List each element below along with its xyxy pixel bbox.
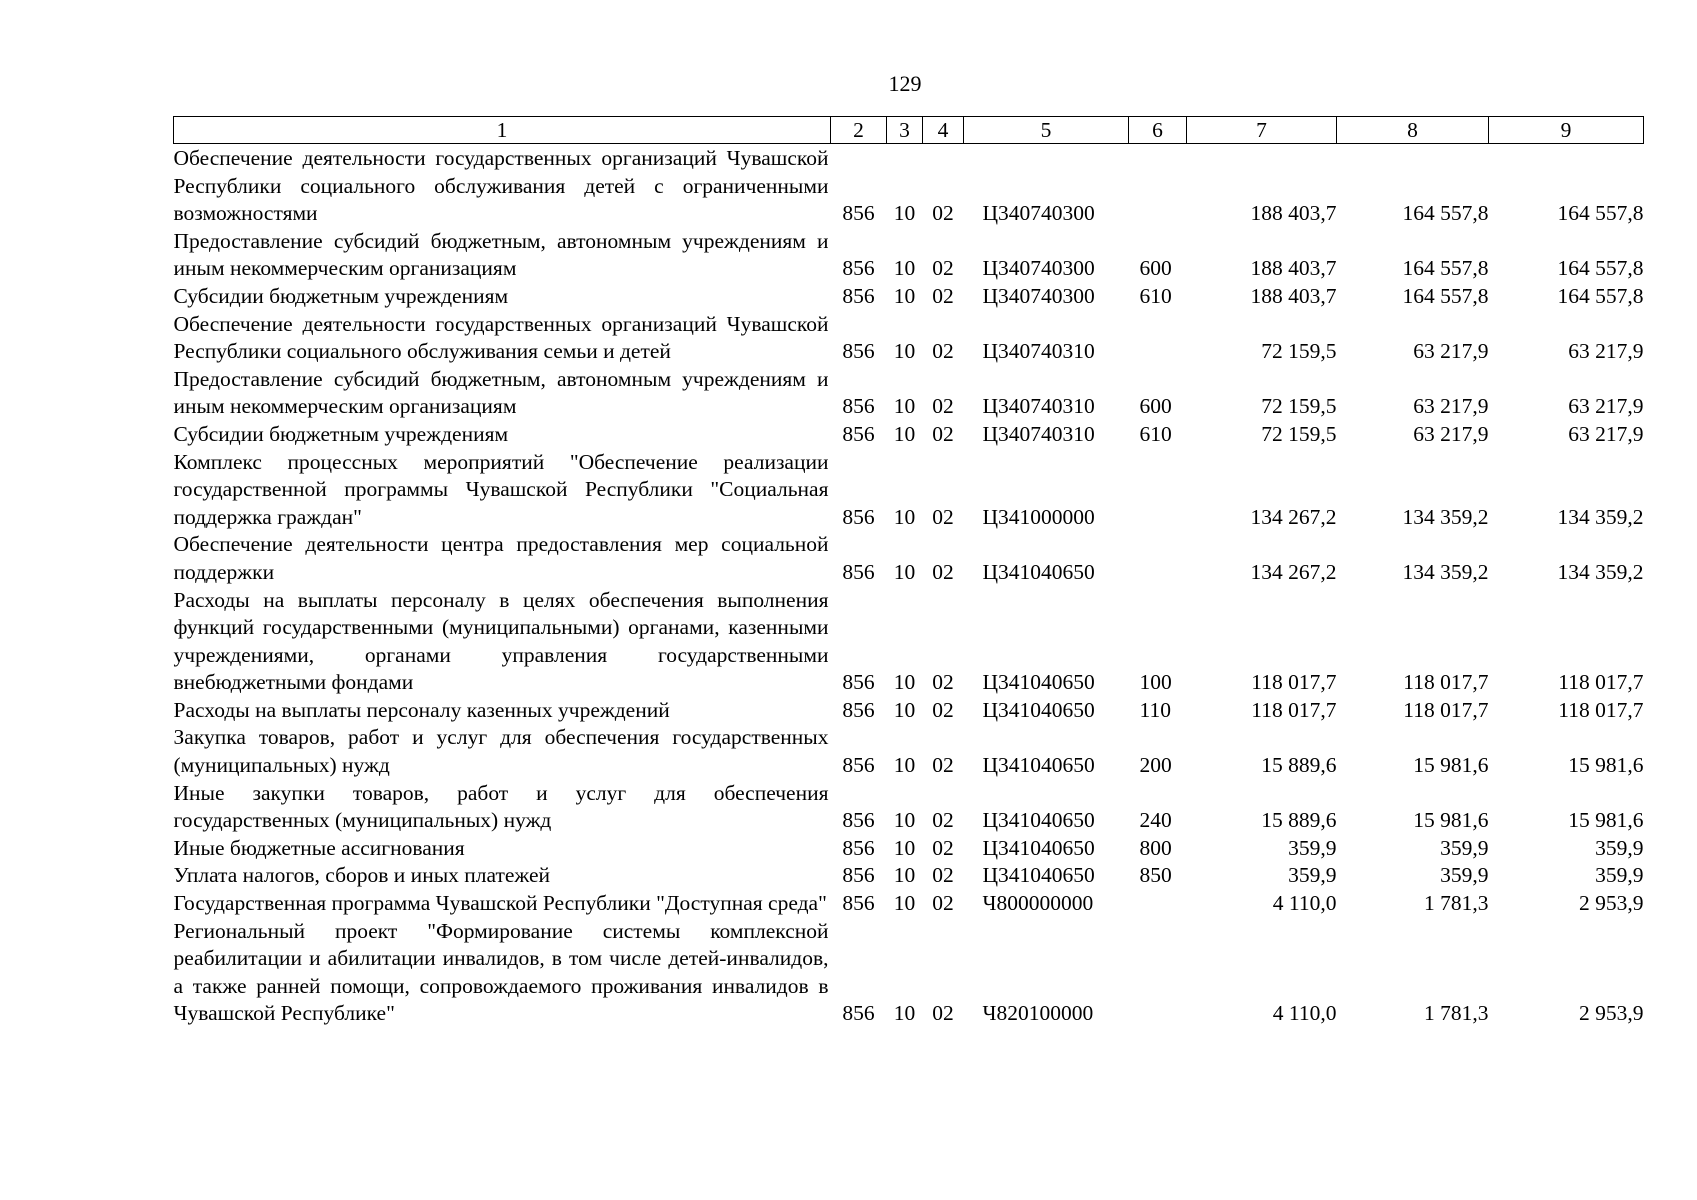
amount-col-7: 359,9 [1288,835,1337,860]
amount-col-7: 188 403,7 [1250,201,1337,226]
amount-col-8: 134 359,2 [1402,559,1489,584]
amount-col-7: 72 159,5 [1261,339,1337,364]
section-code: 10 [893,559,916,584]
item-name: Предоставление субсидий бюджетным, автономным учреждениям и иным некоммерческим организациям [173,228,829,281]
section-code: 10 [893,863,916,888]
amount-col-7: 118 017,7 [1251,670,1337,695]
amount-col-9: 2 953,9 [1579,1001,1644,1026]
subsection-code: 02 [932,753,954,778]
section-code: 10 [893,421,916,446]
amount-col-7: 188 403,7 [1250,283,1337,308]
amount-col-8: 164 557,8 [1402,256,1489,281]
table-row [174,697,1644,725]
subsection-code: 02 [932,339,954,364]
header-cell: 1 [174,117,831,144]
section-code: 10 [893,808,916,833]
target-article-code: Ц340740310 [982,394,1095,419]
table-row [174,283,1644,311]
expense-type-code [1129,144,1187,228]
expense-type-code [1129,449,1187,532]
table-row [174,890,1644,918]
amount-col-8: 15 981,6 [1413,808,1489,833]
subsection-code: 02 [932,201,954,226]
target-article-code: Ц340740300 [982,256,1095,281]
ministry-code: 856 [842,559,875,584]
subsection-code: 02 [932,863,954,888]
amount-col-9: 359,9 [1595,835,1644,860]
ministry-code: 856 [842,753,875,778]
table-row [174,449,1644,532]
expense-type-code: 800 [1139,835,1172,860]
header-cell: 7 [1187,117,1337,144]
ministry-code: 856 [842,421,875,446]
expense-type-code: 100 [1139,670,1172,695]
amount-col-8: 1 781,3 [1424,1001,1489,1026]
ministry-code: 856 [842,339,875,364]
amount-col-8: 164 557,8 [1402,283,1489,308]
amount-col-8: 63 217,9 [1413,421,1489,446]
amount-col-7: 15 889,6 [1261,753,1337,778]
amount-col-9: 164 557,8 [1557,201,1644,226]
table-row [174,531,1644,586]
amount-col-8: 1 781,3 [1424,891,1489,916]
header-cell: 9 [1489,117,1644,144]
section-code: 10 [893,283,916,308]
amount-col-7: 188 403,7 [1250,256,1337,281]
amount-col-9: 63 217,9 [1568,394,1644,419]
item-name: Государственная программа Чувашской Республики "Доступная среда" [173,891,827,916]
table-row [174,421,1644,449]
subsection-code: 02 [932,559,954,584]
item-name: Субсидии бюджетным учреждениям [173,283,509,308]
section-code: 10 [893,256,916,281]
table-row [174,835,1644,863]
ministry-code: 856 [842,670,875,695]
amount-col-9: 359,9 [1595,863,1644,888]
item-name: Комплекс процессных мероприятий "Обеспечение реализации государственной программы Чувашской Республики "Социальная поддержка граждан" [173,449,829,529]
amount-col-8: 15 981,6 [1413,753,1489,778]
section-code: 10 [893,670,916,695]
table-body [174,144,1644,1029]
item-name: Иные закупки товаров, работ и услуг для обеспечения государственных (муниципальных) нужд [173,780,829,833]
item-name: Расходы на выплаты персоналу казенных учреждений [173,697,670,722]
amount-col-9: 15 981,6 [1568,753,1644,778]
target-article-code: Ц340740300 [982,283,1095,308]
item-name: Региональный проект "Формирование системы комплексной реабилитации и абилитации инвалидов, в том числе детей-инвалидов, а также ранней помощи, сопровождаемого проживания инвалидов в Чувашской Республике" [173,918,829,1026]
section-code: 10 [893,394,916,419]
ministry-code: 856 [842,201,875,226]
ministry-code: 856 [842,697,875,722]
header-cell: 2 [831,117,887,144]
amount-col-9: 164 557,8 [1557,283,1644,308]
header-cell: 5 [964,117,1129,144]
table-row [174,228,1644,283]
table-row [174,724,1644,779]
item-name: Предоставление субсидий бюджетным, автономным учреждениям и иным некоммерческим организациям [173,366,829,419]
ministry-code: 856 [842,1001,875,1026]
amount-col-8: 118 017,7 [1403,670,1489,695]
expense-type-code: 610 [1139,283,1172,308]
expense-type-code [1129,311,1187,366]
budget-table [173,116,1644,1028]
ministry-code: 856 [842,891,875,916]
section-code: 10 [893,1001,916,1026]
subsection-code: 02 [932,421,954,446]
amount-col-8: 359,9 [1440,863,1489,888]
item-name: Закупка товаров, работ и услуг для обеспечения государственных (муниципальных) нужд [173,725,829,778]
subsection-code: 02 [932,697,954,722]
expense-type-code [1129,890,1187,918]
amount-col-8: 164 557,8 [1402,201,1489,226]
section-code: 10 [893,753,916,778]
amount-col-9: 2 953,9 [1579,891,1644,916]
target-article-code: Ч820100000 [982,1001,1094,1026]
section-code: 10 [893,891,916,916]
amount-col-7: 4 110,0 [1272,1001,1337,1026]
target-article-code: Ц341040650 [982,835,1095,860]
target-article-code: Ц340740300 [982,201,1095,226]
item-name: Обеспечение деятельности государственных организаций Чувашской Республики социального обслуживания детей с ограниченными возможностями [173,146,829,226]
subsection-code: 02 [932,670,954,695]
ministry-code: 856 [842,863,875,888]
subsection-code: 02 [932,283,954,308]
target-article-code: Ц341040650 [982,559,1095,584]
amount-col-8: 134 359,2 [1402,504,1489,529]
amount-col-7: 15 889,6 [1261,808,1337,833]
section-code: 10 [893,697,916,722]
expense-type-code: 600 [1139,256,1172,281]
expense-type-code [1129,918,1187,1028]
subsection-code: 02 [932,835,954,860]
amount-col-7: 134 267,2 [1250,559,1337,584]
ministry-code: 856 [842,504,875,529]
subsection-code: 02 [932,504,954,529]
section-code: 10 [893,504,916,529]
section-code: 10 [893,201,916,226]
header-cell: 8 [1337,117,1489,144]
amount-col-9: 134 359,2 [1557,559,1644,584]
amount-col-8: 118 017,7 [1403,697,1489,722]
ministry-code: 856 [842,835,875,860]
amount-col-9: 15 981,6 [1568,808,1644,833]
header-cell: 6 [1129,117,1187,144]
item-name: Обеспечение деятельности государственных организаций Чувашской Республики социального обслуживания семьи и детей [173,311,829,364]
amount-col-7: 72 159,5 [1261,394,1337,419]
target-article-code: Ц341000000 [982,504,1095,529]
target-article-code: Ц341040650 [982,808,1095,833]
page-number: 129 [888,71,922,96]
target-article-code: Ц340740310 [982,339,1095,364]
table-row [174,366,1644,421]
subsection-code: 02 [932,256,954,281]
header-cell: 4 [923,117,964,144]
amount-col-8: 359,9 [1440,835,1489,860]
ministry-code: 856 [842,808,875,833]
table-row [174,862,1644,890]
subsection-code: 02 [932,808,954,833]
item-name: Расходы на выплаты персоналу в целях обеспечения выполнения функций государственными (муниципальными) органами, казенными учреждениями, органами управления государственными внебюджетными фондами [173,587,829,695]
subsection-code: 02 [932,394,954,419]
amount-col-9: 63 217,9 [1568,339,1644,364]
item-name: Уплата налогов, сборов и иных платежей [173,863,551,888]
target-article-code: Ц341040650 [982,697,1095,722]
header-cell: 3 [887,117,923,144]
subsection-code: 02 [932,891,954,916]
section-code: 10 [893,835,916,860]
expense-type-code: 240 [1139,808,1172,833]
subsection-code: 02 [932,1001,954,1026]
amount-col-9: 63 217,9 [1568,421,1644,446]
expense-type-code: 610 [1139,421,1172,446]
ministry-code: 856 [842,283,875,308]
target-article-code: Ц341040650 [982,753,1095,778]
expense-type-code [1129,531,1187,586]
table-row [174,587,1644,697]
table-row [174,311,1644,366]
amount-col-7: 4 110,0 [1272,891,1337,916]
amount-col-8: 63 217,9 [1413,394,1489,419]
expense-type-code: 110 [1139,697,1171,722]
column-number-header [174,117,1644,144]
target-article-code: Ц341040650 [982,670,1095,695]
expense-type-code: 600 [1139,394,1172,419]
table-row [174,918,1644,1028]
target-article-code: Ч800000000 [982,891,1094,916]
item-name: Субсидии бюджетным учреждениям [173,421,509,446]
amount-col-7: 359,9 [1288,863,1337,888]
table-row [174,144,1644,228]
target-article-code: Ц341040650 [982,863,1095,888]
expense-type-code: 200 [1139,753,1172,778]
amount-col-7: 134 267,2 [1250,504,1337,529]
amount-col-8: 63 217,9 [1413,339,1489,364]
amount-col-9: 134 359,2 [1557,504,1644,529]
item-name: Иные бюджетные ассигнования [173,835,465,860]
ministry-code: 856 [842,394,875,419]
amount-col-9: 118 017,7 [1558,697,1644,722]
amount-col-7: 118 017,7 [1251,697,1337,722]
ministry-code: 856 [842,256,875,281]
amount-col-9: 164 557,8 [1557,256,1644,281]
item-name: Обеспечение деятельности центра предоставления мер социальной поддержки [173,532,829,584]
section-code: 10 [893,339,916,364]
target-article-code: Ц340740310 [982,421,1095,446]
amount-col-7: 72 159,5 [1261,421,1337,446]
amount-col-9: 118 017,7 [1558,670,1644,695]
expense-type-code: 850 [1139,863,1172,888]
table-row [174,780,1644,835]
